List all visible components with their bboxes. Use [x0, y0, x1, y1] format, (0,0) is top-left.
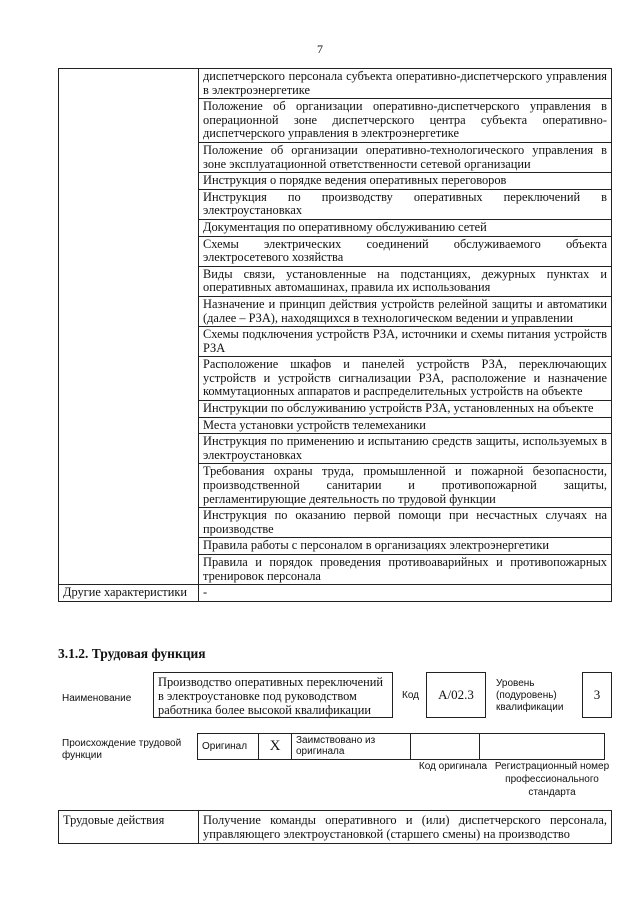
code-value-box: A/02.3	[426, 672, 486, 718]
actions-label: Трудовые действия	[59, 811, 199, 844]
requirement-cell: Расположение шкафов и панелей устройств РЗА, переключающих устройств и устройств сигнализации РЗА, расположение и назначение коммутационных аппаратов и распределительных устройств на объекте	[199, 357, 612, 401]
origin-table	[197, 733, 605, 760]
origin-code-cell	[411, 734, 480, 760]
code-caption: Код оригинала	[418, 761, 488, 772]
other-characteristics-label: Другие характеристики	[59, 585, 199, 602]
level-label: Уровень (подуровень) квалификации	[496, 678, 564, 713]
requirement-cell: Инструкция о порядке ведения оперативных переговоров	[199, 173, 612, 190]
origin-reg-cell	[480, 734, 605, 760]
requirement-cell: Требования охраны труда, промышленной и пожарной безопасности, производственной санитарии и противопожарной защиты, регламентирующие деятельность по трудовой функции	[199, 464, 612, 508]
function-name-box: Производство оперативных переключений в электроустановке под руководством работника более высокой квалификации	[153, 672, 393, 718]
table-row	[59, 811, 612, 844]
requirement-cell: Положение об организации оперативно-технологического управления в зоне эксплуатационной ответственности сетевой организации	[199, 142, 612, 172]
requirement-cell: Правила и порядок проведения противоаварийных и противопожарных тренировок персонала	[199, 555, 612, 585]
requirement-cell: Виды связи, установленные на подстанциях, дежурных пунктах и оперативных автомашинах, правила их использования	[199, 266, 612, 296]
requirement-cell: Места установки устройств телемеханики	[199, 417, 612, 434]
borrowed-label: Заимствовано из оригинала	[292, 734, 411, 760]
original-label: Оригинал	[198, 734, 259, 760]
requirement-cell: Правила работы с персоналом в организациях электроэнергетики	[199, 538, 612, 555]
code-label: Код	[402, 690, 420, 701]
table-row	[59, 585, 612, 602]
requirement-cell: Инструкции по обслуживанию устройств РЗА, установленных на объекте	[199, 401, 612, 418]
action-cell: Получение команды оперативного и (или) диспетчерского персонала, управляющего электроустановкой (старшего смены) на производство	[199, 811, 612, 844]
requirement-cell: Документация по оперативному обслуживанию сетей	[199, 219, 612, 236]
name-label: Наименование	[62, 693, 132, 704]
table-row	[59, 69, 612, 99]
requirement-cell: диспетчерского персонала субъекта оперативно-диспетчерского управления в электроэнергетике	[199, 69, 612, 99]
level-value-box: 3	[582, 672, 612, 718]
table-row	[198, 734, 605, 760]
original-mark: X	[259, 734, 292, 760]
page-number: 7	[317, 42, 323, 56]
origin-label: Происхождение трудовой функции	[62, 738, 182, 761]
requirement-cell: Инструкция по применению и испытанию средств защиты, используемых в электроустановках	[199, 434, 612, 464]
actions-table	[58, 810, 612, 844]
other-characteristics-value: -	[199, 585, 612, 602]
requirement-cell: Инструкция по производству оперативных переключений в электроустановках	[199, 189, 612, 219]
requirement-cell: Назначение и принцип действия устройств релейной защиты и автоматики (далее – РЗА), находящихся в технологическом ведении и управлении	[199, 296, 612, 326]
knowledge-table	[58, 68, 612, 602]
requirement-cell: Схемы электрических соединений обслуживаемого объекта электросетевого хозяйства	[199, 236, 612, 266]
requirement-cell: Схемы подключения устройств РЗА, источники и схемы питания устройств РЗА	[199, 327, 612, 357]
label-cell-empty	[59, 69, 199, 585]
section-heading: 3.1.2. Трудовая функция	[58, 646, 206, 661]
reg-number-caption: Регистрационный номер профессионального стандарта	[494, 761, 610, 798]
requirement-cell: Положение об организации оперативно-диспетчерского управления в операционной зоне диспетчерского центра субъекта оперативно-диспетчерского управления в электроэнергетике	[199, 99, 612, 143]
requirement-cell: Инструкция по оказанию первой помощи при несчастных случаях на производстве	[199, 508, 612, 538]
